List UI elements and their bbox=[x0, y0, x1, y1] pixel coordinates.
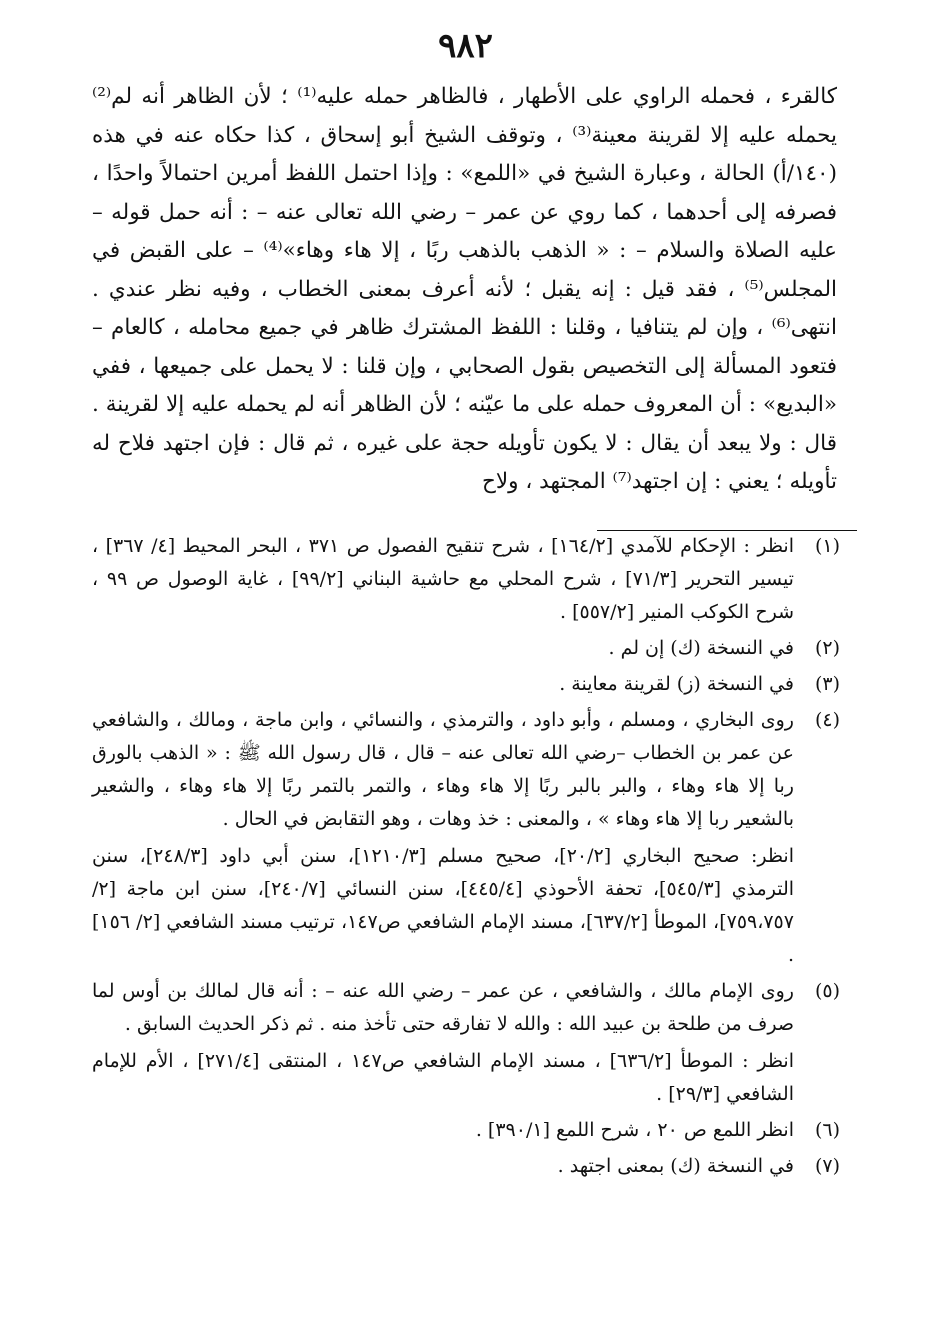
main-paragraph: كالقرء ، فحمله الراوي على الأطهار ، فالظاهر حمله عليه⁽¹⁾ ؛ لأن الظاهر أنه لم⁽²⁾ يحمله عليه إلا لقرينة معينة⁽³⁾ ، وتوقف الشيخ أبو إسحاق ، كذا حكاه عنه في هذه (١٤٠/أ) الحالة ، وعبارة الشيخ في «اللمع» : وإذا احتمل اللفظ أمرين احتمالاً واحدًا ، فصرفه إلى أحدهما ، كما روي عن عمر – رضي الله تعالى عنه – : أنه حمل قوله – عليه الصلاة والسلام – : « الذهب بالذهب ربًا ، إلا هاء وهاء»⁽⁴⁾ – على القبض في المجلس⁽⁵⁾ ، فقد قيل : إنه يقبل ؛ لأنه أعرف بمعنى الخطاب ، وفيه نظر عندي . انتهى⁽⁶⁾ ، وإن لم يتنافيا ، وقلنا : اللفظ المشترك ظاهر في جميع محامله ، كالعام – فتعود المسألة إلى التخصيص بقول الصحابي ، وإن قلنا : لا يحمل على جميعها ، ففي «البديع» : أن المعروف حمله على ما عيّنه ؛ لأن الظاهر أنه لم يحمله عليه إلا لقرينة . قال : ولا يبعد أن يقال : لا يكون تأويله حجة على غيره ، ثم قال : فإن اجتهد فلاح له تأويله ؛ يعني : إن اجتهد⁽⁷⁾ المجتهد ، ولاح bbox=[92, 84, 837, 494]
footnote-3 bbox=[92, 668, 840, 701]
footnote-number: (١) bbox=[814, 535, 840, 557]
footnote-number: (٣) bbox=[814, 673, 840, 695]
footnote-5 bbox=[92, 975, 840, 1111]
footnote-7 bbox=[92, 1150, 840, 1183]
footnote-number: (٥) bbox=[814, 980, 840, 1002]
main-text bbox=[92, 78, 837, 502]
footnote-1 bbox=[92, 530, 840, 629]
footnote-text: في النسخة (ك) إن لم . bbox=[608, 637, 794, 659]
footnotes-section bbox=[92, 530, 840, 1186]
footnote-number: (٤) bbox=[814, 709, 840, 731]
footnote-references: انظر: صحيح البخاري [٢٠/٢]، صحيح مسلم [١٢١٠/٣]، سنن أبي داود [٢٤٨/٣]، سنن الترمذي [٥٤٥/٣]، تحفة الأحوذي [٤٤٥/٤]، سنن النسائي [٢٤٠/٧]، سنن ابن ماجة [٢/ ٧٥٩،٧٥٧]، الموطأ [٦٣٧/٢]، مسند الإمام الشافعي ص١٤٧، ترتيب مسند الشافعي [٢/ ١٥٦] . bbox=[92, 845, 795, 966]
footnote-text: روى البخاري ، ومسلم ، وأبو داود ، والترمذي ، والنسائي ، وابن ماجة ، ومالك ، والشافعي عن عمر بن الخطاب –رضي الله تعالى عنه – قال ، قال رسول الله ﷺ : « الذهب بالورق ربا إلا هاء وهاء ، والبر بالبر ربًا إلا هاء وهاء ، والتمر بالتمر ربًا إلا هاء وهاء ، والشعير بالشعير ربا إلا هاء وهاء » ، والمعنى : خذ وهات ، وهو التقابض في الحال . bbox=[92, 709, 794, 830]
footnote-number: (٧) bbox=[814, 1155, 840, 1177]
page-number: ٩٨٢ bbox=[438, 26, 493, 66]
footnote-number: (٢) bbox=[814, 637, 840, 659]
footnote-2 bbox=[92, 632, 840, 665]
footnote-text: في النسخة (ك) بمعنى اجتهد . bbox=[557, 1155, 794, 1177]
footnote-number: (٦) bbox=[814, 1119, 840, 1141]
footnote-text: انظر اللمع ص ٢٠ ، شرح اللمع [٣٩٠/١] . bbox=[475, 1119, 794, 1141]
footnote-references: انظر : الموطأ [٦٣٦/٢] ، مسند الإمام الشافعي ص١٤٧ ، المنتقى [٢٧١/٤] ، الأم للإمام الشافعي [٢٩/٣] . bbox=[92, 1050, 794, 1105]
footnote-4 bbox=[92, 704, 840, 972]
footnote-text: في النسخة (ز) لقرينة معاينة . bbox=[559, 673, 794, 695]
footnote-6 bbox=[92, 1114, 840, 1147]
footnote-text: روى الإمام مالك ، والشافعي ، عن عمر – رضي الله عنه – : أنه قال لمالك بن أوس لما صرف من طلحة بن عبيد الله : والله لا تفارقه حتى تأخذ منه . ثم ذكر الحديث السابق . bbox=[92, 980, 794, 1035]
footnote-text: انظر : الإحكام للآمدي [١٦٤/٢] ، شرح تنقيح الفصول ص ٣٧١ ، البحر المحيط [٤/ ٣٦٧] ، تيسير التحرير [٧١/٣] ، شرح المحلي مع حاشية البناني [٩٩/٢] ، غاية الوصول ص ٩٩ ، شرح الكوكب المنير [٥٥٧/٢] . bbox=[92, 535, 794, 623]
